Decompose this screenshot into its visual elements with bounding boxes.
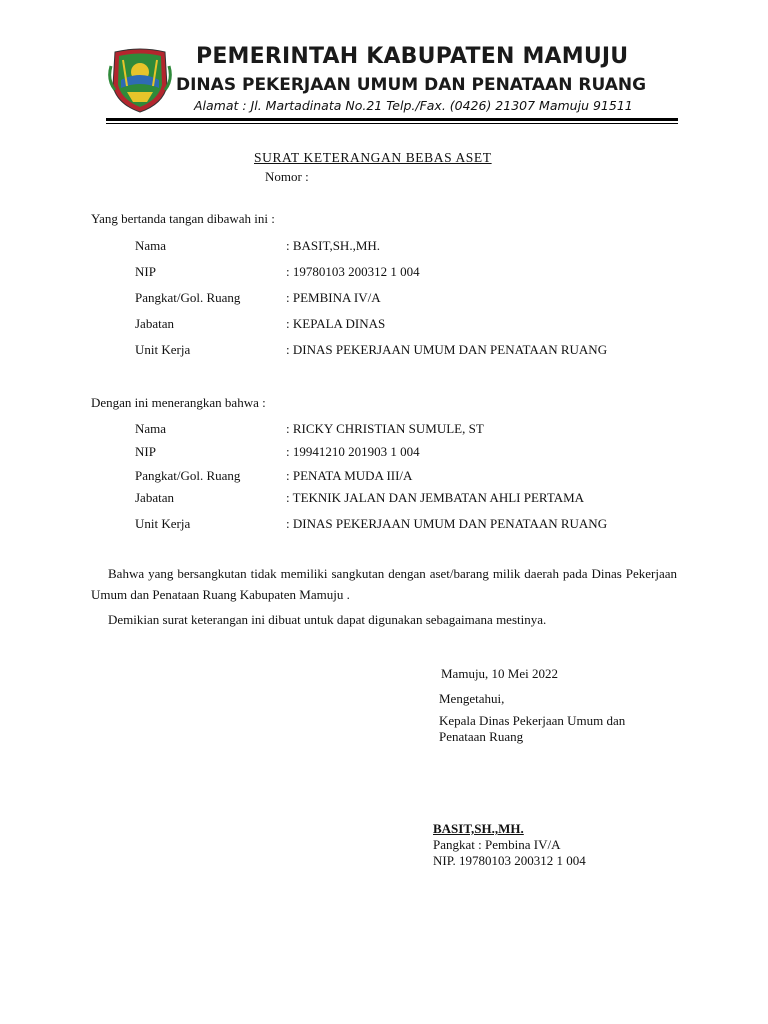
signer-name-label: Nama [135,238,167,253]
signer-title-line1: Kepala Dinas Pekerjaan Umum dan [439,713,626,728]
subject-intro: Dengan ini menerangkan bahwa : [91,395,266,410]
signature-rank: Pangkat : Pembina IV/A [433,837,561,852]
signer-unit-value: : DINAS PEKERJAAN UMUM DAN PENATAAN RUANG [286,342,608,357]
place-date: Mamuju, 10 Mei 2022 [441,666,558,681]
subject-position-value: : TEKNIK JALAN DAN JEMBATAN AHLI PERTAMA [286,490,585,505]
signer-position-label: Jabatan [135,316,174,331]
subject-position-label: Jabatan [135,490,174,505]
signer-title-line2: Penataan Ruang [439,729,524,744]
letterhead-agency-name: DINAS PEKERJAAN UMUM DAN PENATAAN RUANG [176,75,647,95]
subject-rank-label: Pangkat/Gol. Ruang [135,468,241,483]
subject-unit-label: Unit Kerja [135,516,191,531]
signature-name: BASIT,SH.,MH. [433,821,524,836]
subject-rank-value: : PENATA MUDA III/A [286,468,413,483]
subject-name-label: Nama [135,421,167,436]
letterhead-government-name: PEMERINTAH KABUPATEN MAMUJU [196,44,629,69]
signer-nip-label: NIP [135,264,156,279]
subject-name-value: : RICKY CHRISTIAN SUMULE, ST [286,421,484,436]
closing-paragraph-text: Demikian surat keterangan ini dibuat untuk dapat digunakan sebagaimana mestinya. [108,612,547,627]
signer-intro: Yang bertanda tangan dibawah ini : [91,211,275,226]
subject-nip-label: NIP [135,444,156,459]
subject-nip-value: : 19941210 201903 1 004 [286,444,420,459]
signer-position-value: : KEPALA DINAS [286,316,386,331]
signer-unit-label: Unit Kerja [135,342,191,357]
subject-unit-value: : DINAS PEKERJAAN UMUM DAN PENATAAN RUANG [286,516,608,531]
statement-paragraph-text: Bahwa yang bersangkutan tidak memiliki sangkutan dengan aset/barang milik daerah pada Dinas Pekerjaan Umum dan Penataan Ruang Kabupaten Mamuju . [91,566,677,602]
regency-emblem-icon [107,46,173,114]
signer-nip-value: : 19780103 200312 1 004 [286,264,420,279]
letter-number: Nomor : [265,169,309,184]
signer-rank-label: Pangkat/Gol. Ruang [135,290,241,305]
signer-rank-value: : PEMBINA IV/A [286,290,381,305]
letter-title: SURAT KETERANGAN BEBAS ASET [254,150,492,165]
regency-logo [107,46,173,114]
letterhead-rule-thick [106,118,678,121]
letterhead-rule-thin [106,123,678,124]
signature-nip: NIP. 19780103 200312 1 004 [433,853,586,868]
statement-paragraph [91,563,677,605]
signer-name-value: : BASIT,SH.,MH. [286,238,381,253]
closing-paragraph [91,609,677,630]
acknowledged-label: Mengetahui, [439,691,505,706]
letterhead-address: Alamat : Jl. Martadinata No.21 Telp./Fax. (0426) 21307 Mamuju 91511 [194,98,633,113]
